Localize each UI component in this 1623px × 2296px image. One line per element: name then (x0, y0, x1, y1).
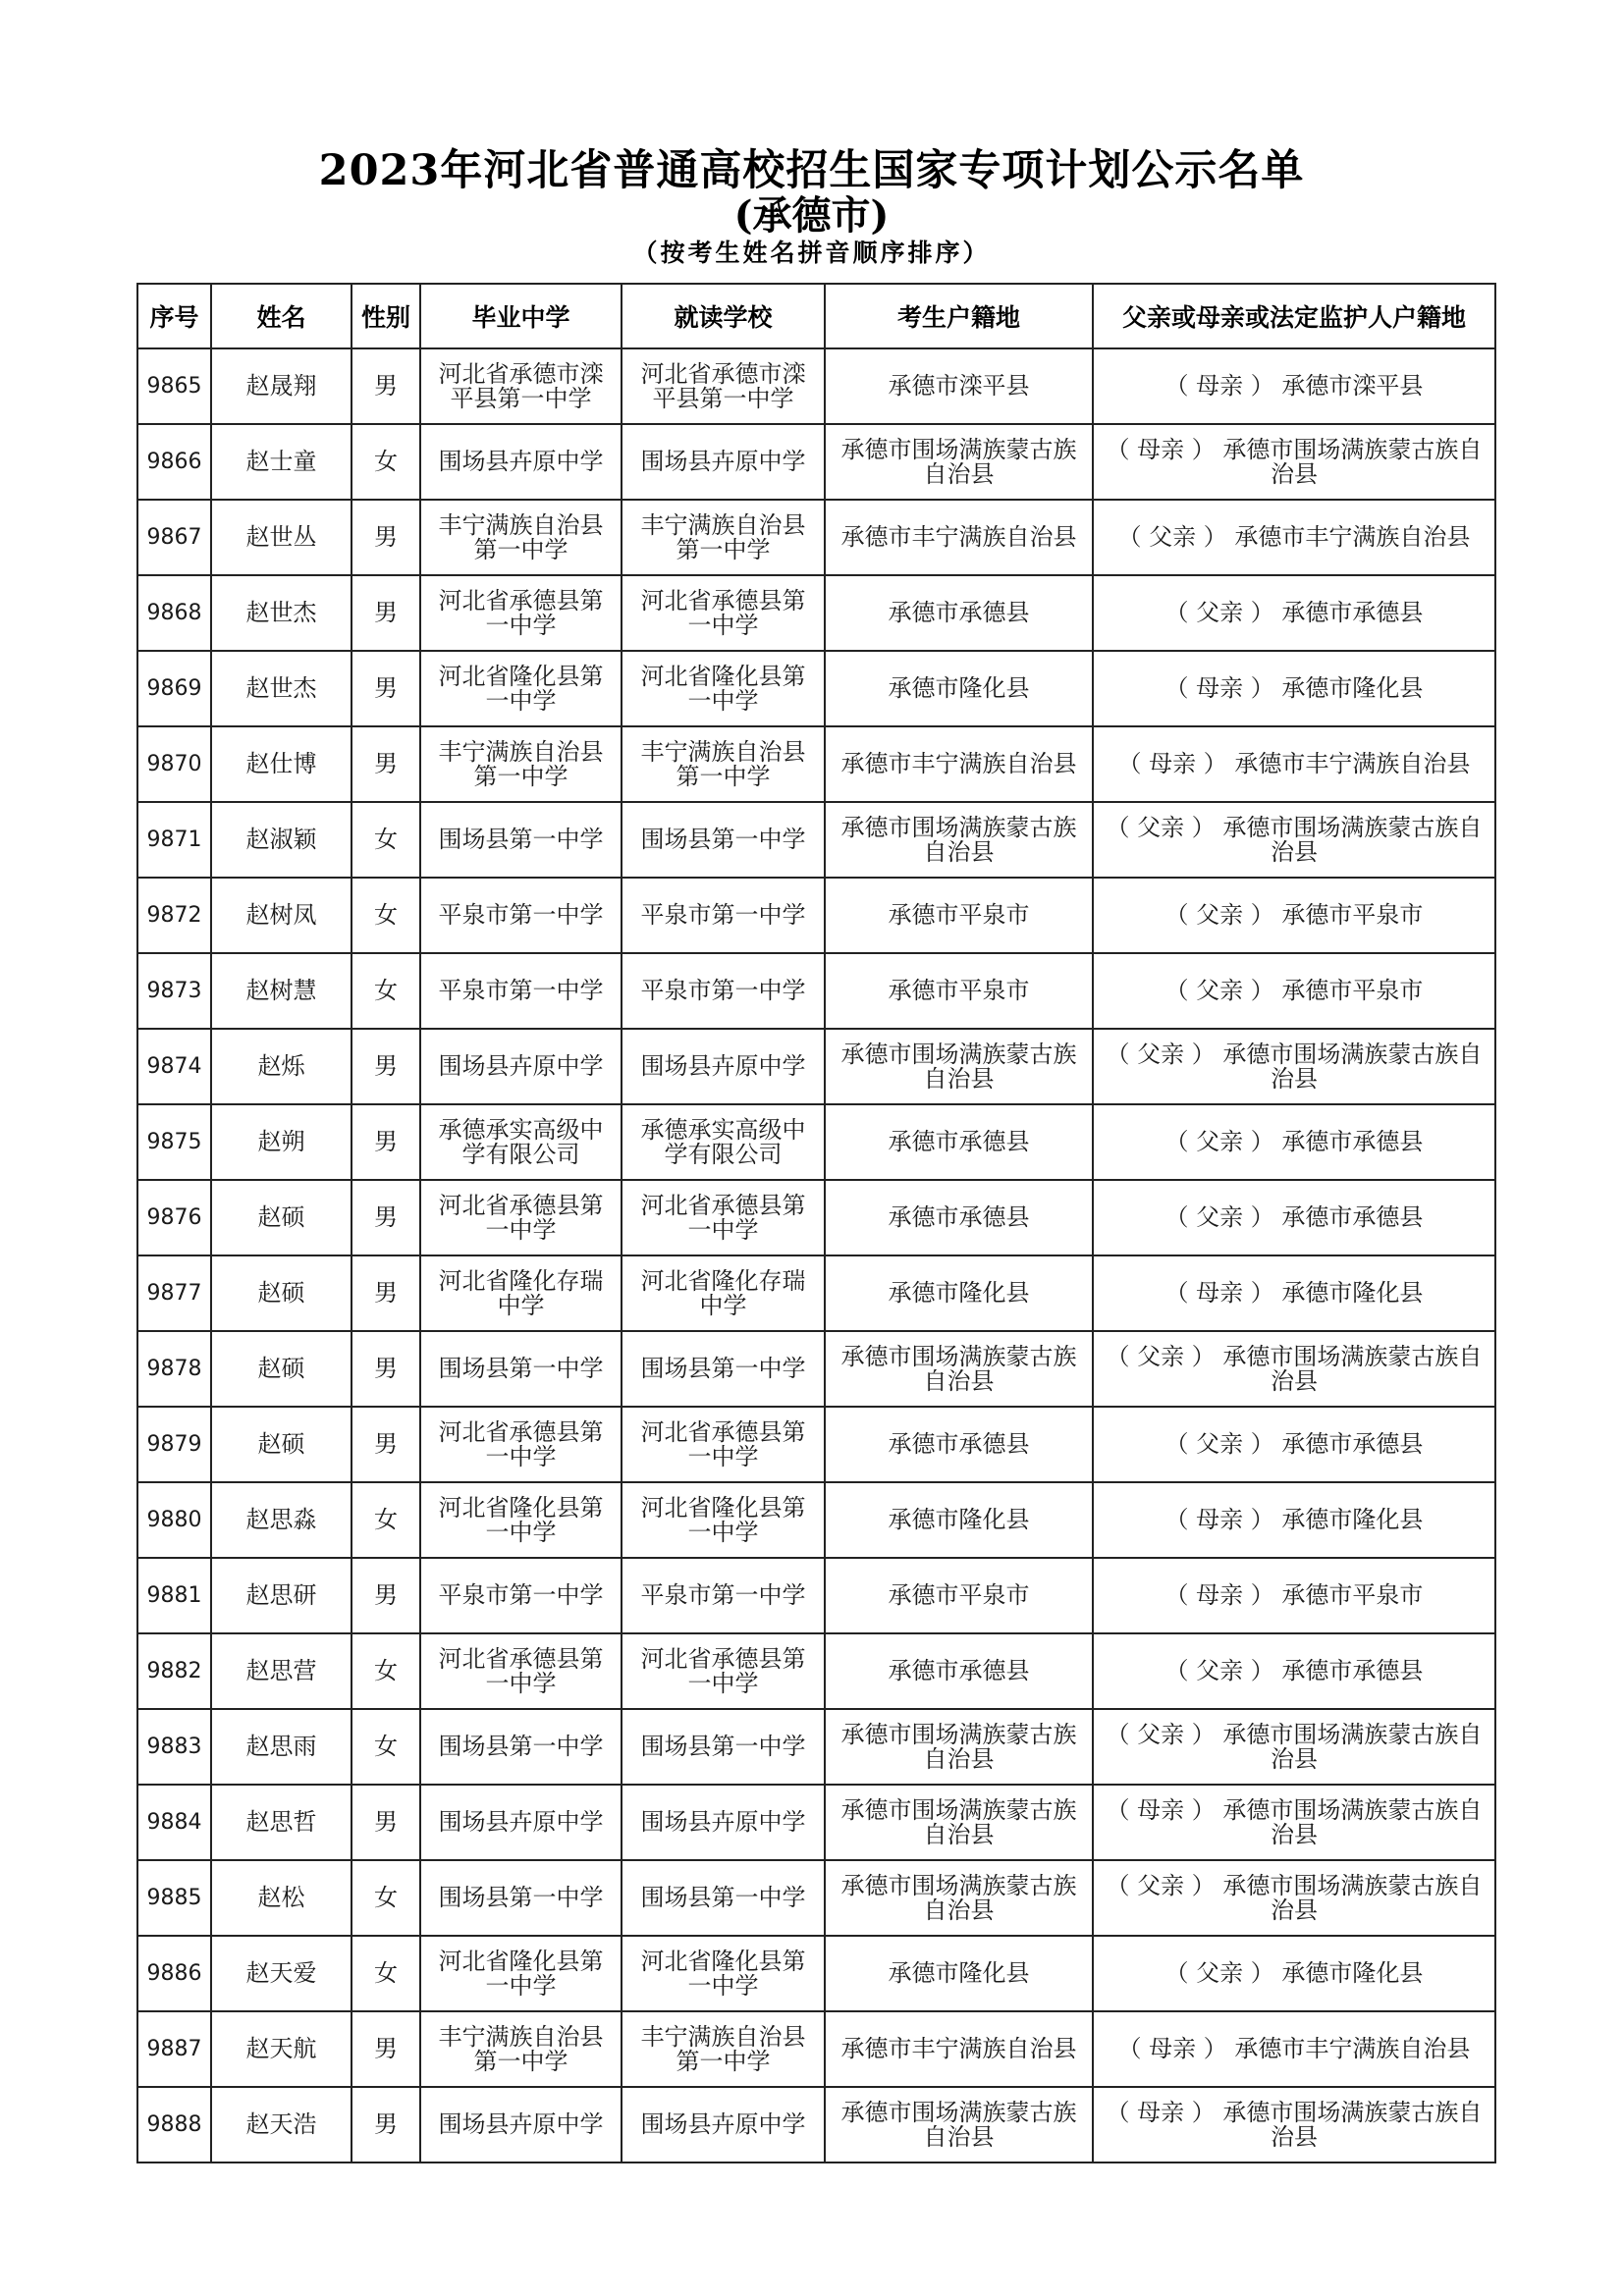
cell-serial-no: 9874 (137, 1029, 211, 1104)
cell-serial-no: 9881 (137, 1558, 211, 1633)
cell-parent-hukou: （ 父亲 ） 承德市围场满族蒙古族自治县 (1093, 1331, 1495, 1407)
cell-sex: 女 (352, 424, 420, 500)
header-current-school: 就读学校 (622, 284, 825, 348)
cell-student-name: 赵松 (211, 1860, 352, 1936)
cell-parent-hukou: （ 父亲 ） 承德市丰宁满族自治县 (1093, 500, 1495, 575)
header-graduation-school: 毕业中学 (420, 284, 622, 348)
cell-parent-hukou: （ 母亲 ） 承德市围场满族蒙古族自治县 (1093, 1785, 1495, 1860)
cell-student-name: 赵思淼 (211, 1482, 352, 1558)
cell-parent-hukou: （ 父亲 ） 承德市围场满族蒙古族自治县 (1093, 1709, 1495, 1785)
cell-student-hukou: 承德市围场满族蒙古族自治县 (825, 1785, 1093, 1860)
cell-student-hukou: 承德市隆化县 (825, 1255, 1093, 1331)
cell-current-school: 围场县第一中学 (622, 1709, 825, 1785)
cell-parent-hukou: （ 父亲 ） 承德市承德县 (1093, 1407, 1495, 1482)
cell-sex: 男 (352, 1029, 420, 1104)
cell-student-hukou: 承德市围场满族蒙古族自治县 (825, 1709, 1093, 1785)
cell-current-school: 河北省承德县第一中学 (622, 575, 825, 651)
cell-sex: 女 (352, 1482, 420, 1558)
cell-parent-hukou: （ 父亲 ） 承德市隆化县 (1093, 1936, 1495, 2011)
cell-parent-hukou: （ 父亲 ） 承德市承德县 (1093, 1633, 1495, 1709)
cell-sex: 女 (352, 802, 420, 878)
cell-student-hukou: 承德市围场满族蒙古族自治县 (825, 1860, 1093, 1936)
cell-current-school: 河北省隆化县第一中学 (622, 1936, 825, 2011)
cell-parent-hukou: （ 父亲 ） 承德市围场满族蒙古族自治县 (1093, 802, 1495, 878)
table-row (137, 1482, 1495, 1558)
cell-student-hukou: 承德市承德县 (825, 1633, 1093, 1709)
cell-graduation-school: 平泉市第一中学 (420, 878, 622, 953)
cell-current-school: 围场县卉原中学 (622, 2087, 825, 2163)
page-title: 2023年河北省普通高校招生国家专项计划公示名单 (318, 146, 1305, 195)
cell-student-name: 赵仕博 (211, 726, 352, 802)
cell-graduation-school: 丰宁满族自治县第一中学 (420, 500, 622, 575)
table-row (137, 1255, 1495, 1331)
cell-serial-no: 9870 (137, 726, 211, 802)
table-row (137, 1633, 1495, 1709)
cell-student-hukou: 承德市围场满族蒙古族自治县 (825, 802, 1093, 878)
cell-student-name: 赵思哲 (211, 1785, 352, 1860)
cell-sex: 男 (352, 726, 420, 802)
cell-serial-no: 9882 (137, 1633, 211, 1709)
cell-serial-no: 9873 (137, 953, 211, 1029)
header-student-hukou: 考生户籍地 (825, 284, 1093, 348)
cell-graduation-school: 河北省承德县第一中学 (420, 575, 622, 651)
cell-graduation-school: 围场县第一中学 (420, 1331, 622, 1407)
cell-sex: 男 (352, 1558, 420, 1633)
cell-current-school: 围场县第一中学 (622, 802, 825, 878)
cell-graduation-school: 平泉市第一中学 (420, 1558, 622, 1633)
cell-current-school: 围场县卉原中学 (622, 1029, 825, 1104)
cell-serial-no: 9887 (137, 2011, 211, 2087)
cell-current-school: 丰宁满族自治县第一中学 (622, 500, 825, 575)
cell-sex: 男 (352, 1785, 420, 1860)
cell-current-school: 丰宁满族自治县第一中学 (622, 2011, 825, 2087)
cell-student-name: 赵树慧 (211, 953, 352, 1029)
cell-student-hukou: 承德市承德县 (825, 1407, 1093, 1482)
cell-sex: 男 (352, 2011, 420, 2087)
cell-parent-hukou: （ 父亲 ） 承德市围场满族蒙古族自治县 (1093, 1860, 1495, 1936)
cell-student-name: 赵思营 (211, 1633, 352, 1709)
cell-graduation-school: 河北省承德市滦平县第一中学 (420, 348, 622, 424)
cell-serial-no: 9868 (137, 575, 211, 651)
cell-student-hukou: 承德市承德县 (825, 1104, 1093, 1180)
cell-student-hukou: 承德市平泉市 (825, 953, 1093, 1029)
cell-current-school: 河北省承德市滦平县第一中学 (622, 348, 825, 424)
cell-current-school: 平泉市第一中学 (622, 953, 825, 1029)
cell-serial-no: 9869 (137, 651, 211, 726)
cell-serial-no: 9865 (137, 348, 211, 424)
cell-parent-hukou: （ 母亲 ） 承德市隆化县 (1093, 651, 1495, 726)
table-row (137, 500, 1495, 575)
table-row (137, 575, 1495, 651)
cell-sex: 男 (352, 1407, 420, 1482)
cell-sex: 男 (352, 500, 420, 575)
cell-sex: 女 (352, 1633, 420, 1709)
cell-current-school: 围场县第一中学 (622, 1860, 825, 1936)
cell-current-school: 围场县卉原中学 (622, 424, 825, 500)
cell-parent-hukou: （ 母亲 ） 承德市平泉市 (1093, 1558, 1495, 1633)
cell-student-name: 赵思雨 (211, 1709, 352, 1785)
header-parent-hukou: 父亲或母亲或法定监护人户籍地 (1093, 284, 1495, 348)
cell-student-hukou: 承德市承德县 (825, 1180, 1093, 1255)
cell-parent-hukou: （ 母亲 ） 承德市丰宁满族自治县 (1093, 2011, 1495, 2087)
cell-current-school: 河北省承德县第一中学 (622, 1180, 825, 1255)
cell-serial-no: 9880 (137, 1482, 211, 1558)
cell-parent-hukou: （ 父亲 ） 承德市围场满族蒙古族自治县 (1093, 1029, 1495, 1104)
cell-parent-hukou: （ 父亲 ） 承德市承德县 (1093, 575, 1495, 651)
cell-parent-hukou: （ 母亲 ） 承德市隆化县 (1093, 1482, 1495, 1558)
cell-student-name: 赵天爱 (211, 1936, 352, 2011)
cell-current-school: 河北省承德县第一中学 (622, 1633, 825, 1709)
page-subtitle: (承德市) (733, 192, 890, 239)
cell-student-hukou: 承德市滦平县 (825, 348, 1093, 424)
cell-student-name: 赵淑颖 (211, 802, 352, 878)
cell-current-school: 围场县第一中学 (622, 1331, 825, 1407)
table-row (137, 424, 1495, 500)
cell-serial-no: 9888 (137, 2087, 211, 2163)
cell-serial-no: 9884 (137, 1785, 211, 1860)
table-row (137, 802, 1495, 878)
cell-student-name: 赵世丛 (211, 500, 352, 575)
cell-graduation-school: 围场县卉原中学 (420, 424, 622, 500)
cell-current-school: 河北省隆化县第一中学 (622, 651, 825, 726)
table-row (137, 1407, 1495, 1482)
cell-current-school: 河北省隆化县第一中学 (622, 1482, 825, 1558)
cell-serial-no: 9879 (137, 1407, 211, 1482)
cell-sex: 女 (352, 1936, 420, 2011)
cell-sex: 男 (352, 1255, 420, 1331)
cell-student-hukou: 承德市丰宁满族自治县 (825, 2011, 1093, 2087)
table-row (137, 2011, 1495, 2087)
cell-student-name: 赵树凤 (211, 878, 352, 953)
table-row (137, 1936, 1495, 2011)
cell-sex: 男 (352, 651, 420, 726)
cell-student-hukou: 承德市围场满族蒙古族自治县 (825, 424, 1093, 500)
cell-parent-hukou: （ 母亲 ） 承德市隆化县 (1093, 1255, 1495, 1331)
cell-serial-no: 9872 (137, 878, 211, 953)
cell-student-hukou: 承德市围场满族蒙古族自治县 (825, 1331, 1093, 1407)
cell-student-name: 赵思研 (211, 1558, 352, 1633)
table-row (137, 726, 1495, 802)
table-row (137, 1029, 1495, 1104)
cell-current-school: 承德承实高级中学有限公司 (622, 1104, 825, 1180)
cell-student-hukou: 承德市隆化县 (825, 1482, 1093, 1558)
header-row (137, 284, 1495, 348)
cell-current-school: 平泉市第一中学 (622, 878, 825, 953)
cell-serial-no: 9877 (137, 1255, 211, 1331)
cell-student-hukou: 承德市隆化县 (825, 1936, 1093, 2011)
cell-student-hukou: 承德市承德县 (825, 575, 1093, 651)
sort-note: （按考生姓名拼音顺序排序） (632, 239, 991, 267)
cell-graduation-school: 承德承实高级中学有限公司 (420, 1104, 622, 1180)
cell-student-hukou: 承德市平泉市 (825, 878, 1093, 953)
cell-current-school: 围场县卉原中学 (622, 1785, 825, 1860)
cell-serial-no: 9867 (137, 500, 211, 575)
cell-graduation-school: 河北省隆化县第一中学 (420, 1936, 622, 2011)
cell-current-school: 河北省承德县第一中学 (622, 1407, 825, 1482)
cell-sex: 男 (352, 1180, 420, 1255)
cell-serial-no: 9885 (137, 1860, 211, 1936)
cell-current-school: 平泉市第一中学 (622, 1558, 825, 1633)
cell-student-name: 赵硕 (211, 1255, 352, 1331)
cell-parent-hukou: （ 父亲 ） 承德市平泉市 (1093, 878, 1495, 953)
cell-sex: 男 (352, 1331, 420, 1407)
cell-parent-hukou: （ 母亲 ） 承德市丰宁满族自治县 (1093, 726, 1495, 802)
cell-student-name: 赵世杰 (211, 575, 352, 651)
cell-graduation-school: 河北省承德县第一中学 (420, 1633, 622, 1709)
cell-current-school: 丰宁满族自治县第一中学 (622, 726, 825, 802)
table-row (137, 348, 1495, 424)
cell-parent-hukou: （ 母亲 ） 承德市滦平县 (1093, 348, 1495, 424)
cell-sex: 男 (352, 348, 420, 424)
cell-student-hukou: 承德市隆化县 (825, 651, 1093, 726)
cell-sex: 女 (352, 878, 420, 953)
cell-student-name: 赵晟翔 (211, 348, 352, 424)
table-row (137, 1709, 1495, 1785)
cell-student-name: 赵天浩 (211, 2087, 352, 2163)
cell-student-hukou: 承德市围场满族蒙古族自治县 (825, 2087, 1093, 2163)
cell-serial-no: 9883 (137, 1709, 211, 1785)
cell-student-name: 赵天航 (211, 2011, 352, 2087)
cell-serial-no: 9876 (137, 1180, 211, 1255)
cell-graduation-school: 河北省承德县第一中学 (420, 1180, 622, 1255)
cell-sex: 男 (352, 575, 420, 651)
table-row (137, 2087, 1495, 2163)
cell-sex: 女 (352, 953, 420, 1029)
table-row (137, 1785, 1495, 1860)
cell-graduation-school: 河北省隆化存瑞中学 (420, 1255, 622, 1331)
cell-serial-no: 9886 (137, 1936, 211, 2011)
cell-current-school: 河北省隆化存瑞中学 (622, 1255, 825, 1331)
cell-student-hukou: 承德市丰宁满族自治县 (825, 500, 1093, 575)
table-row (137, 1331, 1495, 1407)
cell-student-name: 赵士童 (211, 424, 352, 500)
header-sex: 性别 (352, 284, 420, 348)
cell-student-name: 赵烁 (211, 1029, 352, 1104)
cell-graduation-school: 围场县第一中学 (420, 1860, 622, 1936)
cell-serial-no: 9878 (137, 1331, 211, 1407)
table-row (137, 651, 1495, 726)
cell-student-hukou: 承德市平泉市 (825, 1558, 1093, 1633)
header-name: 姓名 (211, 284, 352, 348)
cell-parent-hukou: （ 父亲 ） 承德市承德县 (1093, 1180, 1495, 1255)
table-row (137, 953, 1495, 1029)
cell-parent-hukou: （ 母亲 ） 承德市围场满族蒙古族自治县 (1093, 2087, 1495, 2163)
table-row (137, 1860, 1495, 1936)
cell-graduation-school: 平泉市第一中学 (420, 953, 622, 1029)
cell-student-name: 赵朔 (211, 1104, 352, 1180)
header-no: 序号 (137, 284, 211, 348)
cell-graduation-school: 围场县卉原中学 (420, 1785, 622, 1860)
cell-parent-hukou: （ 父亲 ） 承德市承德县 (1093, 1104, 1495, 1180)
cell-graduation-school: 河北省隆化县第一中学 (420, 1482, 622, 1558)
cell-sex: 女 (352, 1709, 420, 1785)
cell-parent-hukou: （ 母亲 ） 承德市围场满族蒙古族自治县 (1093, 424, 1495, 500)
cell-student-name: 赵硕 (211, 1407, 352, 1482)
table-row (137, 1104, 1495, 1180)
cell-graduation-school: 围场县第一中学 (420, 1709, 622, 1785)
cell-sex: 男 (352, 2087, 420, 2163)
cell-serial-no: 9875 (137, 1104, 211, 1180)
roster-table (136, 283, 1496, 2163)
table-row (137, 1558, 1495, 1633)
cell-serial-no: 9871 (137, 802, 211, 878)
cell-serial-no: 9866 (137, 424, 211, 500)
cell-sex: 男 (352, 1104, 420, 1180)
cell-sex: 女 (352, 1860, 420, 1936)
cell-graduation-school: 河北省隆化县第一中学 (420, 651, 622, 726)
cell-graduation-school: 围场县第一中学 (420, 802, 622, 878)
cell-graduation-school: 围场县卉原中学 (420, 1029, 622, 1104)
cell-student-hukou: 承德市丰宁满族自治县 (825, 726, 1093, 802)
cell-graduation-school: 围场县卉原中学 (420, 2087, 622, 2163)
cell-graduation-school: 丰宁满族自治县第一中学 (420, 726, 622, 802)
cell-student-hukou: 承德市围场满族蒙古族自治县 (825, 1029, 1093, 1104)
cell-graduation-school: 丰宁满族自治县第一中学 (420, 2011, 622, 2087)
cell-student-name: 赵硕 (211, 1331, 352, 1407)
cell-student-name: 赵世杰 (211, 651, 352, 726)
cell-graduation-school: 河北省承德县第一中学 (420, 1407, 622, 1482)
cell-student-name: 赵硕 (211, 1180, 352, 1255)
cell-parent-hukou: （ 父亲 ） 承德市平泉市 (1093, 953, 1495, 1029)
table-row (137, 878, 1495, 953)
table-row (137, 1180, 1495, 1255)
